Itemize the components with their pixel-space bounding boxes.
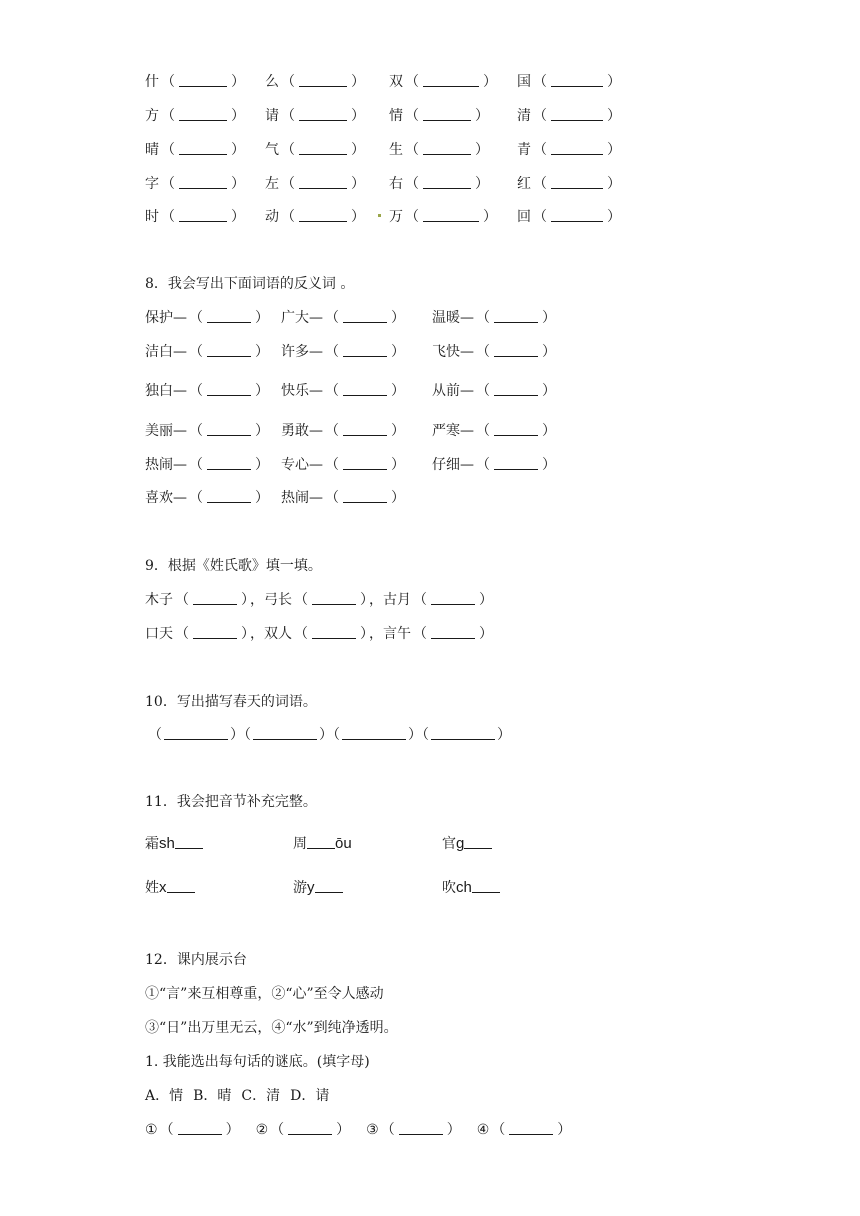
pinyin-part: x [159, 879, 167, 896]
paren-close: ） [319, 727, 333, 743]
paren-open: （ [422, 727, 429, 743]
answer-blank[interactable] [299, 73, 347, 87]
paren-open: （ [413, 626, 427, 642]
paren-close: ） [479, 626, 493, 642]
paren-close: ） [483, 74, 497, 90]
q7-item [517, 72, 623, 92]
q7-char: 青 [517, 142, 531, 158]
q12-options [145, 1086, 339, 1106]
paren-open: （ [405, 209, 419, 225]
q8-item [145, 342, 271, 362]
paren-open: （ [491, 1122, 506, 1138]
q9-separator: ， [369, 592, 383, 608]
answer-blank[interactable] [494, 422, 538, 436]
answer-blank[interactable] [207, 382, 251, 396]
paren-open: （ [380, 1122, 395, 1138]
answer-blank[interactable] [343, 489, 387, 503]
q9-word: 弓长 [264, 592, 292, 608]
paren-open: （ [533, 74, 547, 90]
paren-close: ） [255, 344, 269, 360]
q7-char: 双 [389, 74, 403, 90]
paren-open: （ [189, 457, 203, 473]
q8-word: 温暖— [432, 310, 474, 326]
q7-item [389, 72, 499, 92]
q8-item [145, 308, 271, 328]
q11-char: 官 [442, 836, 456, 852]
pinyin-part: ōu [335, 835, 352, 852]
paren-open: （ [175, 626, 189, 642]
q7-char: 万 [389, 209, 403, 225]
q7-item [389, 174, 491, 194]
q12-option-letter: D． [290, 1088, 316, 1104]
paren-open: （ [189, 310, 203, 326]
q12-answer [256, 1122, 353, 1138]
pinyin-part: y [307, 879, 315, 896]
paren-close: ） [231, 142, 245, 158]
paren-close: ） [483, 209, 497, 225]
answer-blank[interactable] [431, 591, 475, 605]
paren-open: （ [294, 592, 308, 608]
answer-blank[interactable] [179, 107, 227, 121]
paren-close: ） [475, 108, 489, 124]
answer-blank[interactable] [288, 1121, 332, 1135]
answer-blank[interactable] [193, 591, 237, 605]
paren-open: （ [161, 209, 175, 225]
paren-open: （ [533, 209, 547, 225]
paren-open: （ [476, 383, 490, 399]
paren-close: ） [542, 423, 556, 439]
paren-open: （ [294, 626, 308, 642]
paren-close: ） [231, 209, 245, 225]
paren-open: （ [325, 310, 339, 326]
pinyin-blank[interactable] [472, 879, 500, 893]
paren-open: （ [161, 108, 175, 124]
answer-blank[interactable] [343, 343, 387, 357]
paren-close: ） [497, 727, 511, 743]
paren-open: （ [175, 592, 189, 608]
q11-char: 游 [293, 880, 307, 896]
answer-blank[interactable] [207, 309, 251, 323]
paren-open: （ [405, 142, 419, 158]
q8-word: 热闹— [145, 457, 187, 473]
paren-open: （ [333, 727, 340, 743]
q7-char: 字 [145, 176, 159, 192]
paren-open: （ [148, 727, 162, 743]
answer-blank[interactable] [551, 175, 603, 189]
q12-option-letter: C． [241, 1088, 267, 1104]
q9-row [145, 590, 495, 610]
paren-open: （ [159, 1122, 174, 1138]
answer-blank[interactable] [551, 73, 603, 87]
q9-word: 双人 [264, 626, 292, 642]
q7-char: 方 [145, 108, 159, 124]
q11-title: 11．我会把音节补充完整。 [145, 794, 317, 810]
paren-close: ） [255, 490, 269, 506]
q7-item [265, 140, 367, 160]
q11-char: 霜 [145, 836, 159, 852]
q8-item [281, 488, 407, 508]
q7-char: 气 [265, 142, 279, 158]
q8-item [432, 308, 558, 328]
q8-item [145, 455, 271, 475]
paren-close: ） [255, 383, 269, 399]
q7-item [265, 174, 367, 194]
stray-dot [378, 214, 381, 217]
q12-answers [145, 1120, 587, 1140]
q12-line1: ①“言”来互相尊重，②“心”至令人感动 [145, 986, 384, 1002]
q7-item [517, 140, 623, 160]
q7-char: 生 [389, 142, 403, 158]
paren-close: ） [231, 74, 245, 90]
q8-word: 勇敢— [281, 423, 323, 439]
q8-item [145, 381, 271, 401]
q8-item [432, 455, 558, 475]
q12-option [193, 1088, 231, 1104]
q9-row [145, 624, 495, 644]
paren-open: （ [189, 344, 203, 360]
q10-title: 10．写出描写春天的词语。 [145, 694, 317, 710]
paren-close: ） [542, 383, 556, 399]
q7-item [145, 174, 247, 194]
q11-item [293, 878, 343, 898]
q7-item [389, 140, 491, 160]
answer-blank[interactable] [207, 422, 251, 436]
answer-blank[interactable] [343, 422, 387, 436]
q8-word: 专心— [281, 457, 323, 473]
q12-answer [477, 1122, 574, 1138]
q12-answer-num: ② [255, 1122, 269, 1138]
paren-open: （ [281, 142, 295, 158]
paren-close: ） [391, 490, 405, 506]
answer-blank[interactable] [494, 309, 538, 323]
answer-blank[interactable] [253, 726, 317, 740]
q8-item [281, 342, 407, 362]
pinyin-part: sh [159, 835, 175, 852]
paren-open: （ [476, 344, 490, 360]
q12-option [241, 1088, 280, 1104]
answer-blank[interactable] [551, 107, 603, 121]
q8-title: 8．我会写出下面词语的反义词 。 [145, 276, 355, 292]
paren-close: ） [391, 383, 405, 399]
q12-option-text: 清 [266, 1088, 281, 1104]
answer-blank[interactable] [207, 456, 251, 470]
paren-open: （ [281, 209, 295, 225]
q7-item [517, 207, 623, 227]
paren-close: ） [255, 423, 269, 439]
q12-option-text: 请 [315, 1088, 330, 1104]
q7-char: 动 [265, 209, 279, 225]
q7-item [389, 207, 499, 227]
paren-close: ） [336, 1122, 351, 1138]
q7-item [265, 207, 367, 227]
answer-blank[interactable] [312, 625, 356, 639]
answer-blank[interactable] [494, 382, 538, 396]
q12-title: 12．课内展示台 [145, 952, 247, 968]
answer-blank[interactable] [179, 208, 227, 222]
q9-title: 9．根据《姓氏歌》填一填。 [145, 558, 322, 574]
q7-item [145, 140, 247, 160]
answer-blank[interactable] [431, 726, 495, 740]
paren-open: （ [325, 490, 339, 506]
answer-blank[interactable] [179, 73, 227, 87]
answer-blank[interactable] [207, 343, 251, 357]
answer-blank[interactable] [423, 208, 479, 222]
answer-blank[interactable] [551, 208, 603, 222]
paren-open: （ [405, 176, 419, 192]
q9-separator: ， [369, 626, 383, 642]
paren-open: （ [270, 1122, 285, 1138]
paren-close: ） [542, 310, 556, 326]
paren-close: ） [475, 142, 489, 158]
q7-item [145, 207, 247, 227]
answer-blank[interactable] [299, 107, 347, 121]
paren-close: ） [230, 727, 244, 743]
q7-char: 国 [517, 74, 531, 90]
answer-blank[interactable] [399, 1121, 443, 1135]
q12-answer-num: ④ [476, 1122, 490, 1138]
q8-item [281, 455, 407, 475]
pinyin-blank[interactable] [307, 835, 335, 849]
q11-item [145, 834, 203, 854]
q8-item [432, 381, 558, 401]
q12-sub1: 1. 我能选出每句话的谜底。(填字母) [145, 1054, 370, 1070]
q8-word: 保护— [145, 310, 187, 326]
q11-item [293, 834, 352, 854]
paren-close: ） [479, 592, 493, 608]
answer-blank[interactable] [494, 456, 538, 470]
q11-char: 姓 [145, 880, 159, 896]
q8-item [281, 381, 407, 401]
q11-item [145, 878, 195, 898]
q12-answer [145, 1122, 242, 1138]
paren-open: （ [533, 176, 547, 192]
q7-char: 时 [145, 209, 159, 225]
q8-item [145, 488, 271, 508]
answer-blank[interactable] [551, 141, 603, 155]
answer-blank[interactable] [299, 141, 347, 155]
paren-close: ） [225, 1122, 240, 1138]
paren-open: （ [161, 176, 175, 192]
q12-option-letter: A． [145, 1088, 170, 1104]
paren-close: ） [360, 592, 367, 608]
q7-item [389, 106, 491, 126]
answer-blank[interactable] [342, 726, 406, 740]
answer-blank[interactable] [343, 382, 387, 396]
q9-separator: ， [250, 592, 264, 608]
paren-open: （ [281, 74, 295, 90]
q7-char: 右 [389, 176, 403, 192]
paren-open: （ [189, 490, 203, 506]
paren-close: ） [542, 457, 556, 473]
paren-close: ） [351, 176, 365, 192]
q7-char: 清 [517, 108, 531, 124]
paren-close: ） [351, 74, 365, 90]
pinyin-part: ch [456, 879, 472, 896]
answer-blank[interactable] [343, 456, 387, 470]
paren-close: ） [360, 626, 367, 642]
paren-close: ） [351, 142, 365, 158]
paren-close: ） [351, 209, 365, 225]
paren-close: ） [391, 310, 405, 326]
q8-word: 仔细— [432, 457, 474, 473]
q8-item [145, 421, 271, 441]
paren-open: （ [244, 727, 251, 743]
q9-word: 言午 [383, 626, 411, 642]
q7-item [517, 106, 623, 126]
paren-open: （ [405, 74, 419, 90]
q8-item [432, 421, 558, 441]
answer-blank[interactable] [179, 141, 227, 155]
paren-open: （ [325, 457, 339, 473]
paren-open: （ [325, 383, 339, 399]
paren-close: ） [446, 1122, 461, 1138]
q12-option-text: 晴 [217, 1088, 232, 1104]
paren-open: （ [476, 310, 490, 326]
answer-blank[interactable] [178, 1121, 222, 1135]
q7-char: 么 [265, 74, 279, 90]
paren-close: ） [351, 108, 365, 124]
paren-open: （ [325, 423, 339, 439]
paren-close: ） [231, 176, 245, 192]
paren-open: （ [281, 108, 295, 124]
q12-option [290, 1088, 329, 1104]
q8-word: 独白— [145, 383, 187, 399]
paren-open: （ [533, 142, 547, 158]
answer-blank[interactable] [423, 107, 471, 121]
q8-word: 飞快— [432, 344, 474, 360]
answer-blank[interactable] [494, 343, 538, 357]
paren-close: ） [255, 310, 269, 326]
answer-blank[interactable] [423, 175, 471, 189]
answer-blank[interactable] [179, 175, 227, 189]
q11-item [442, 878, 500, 898]
paren-open: （ [189, 383, 203, 399]
paren-close: ） [607, 176, 621, 192]
answer-blank[interactable] [164, 726, 228, 740]
paren-close: ） [391, 344, 405, 360]
pinyin-part: g [456, 835, 465, 852]
answer-blank[interactable] [343, 309, 387, 323]
q7-char: 情 [389, 108, 403, 124]
q8-item [281, 308, 407, 328]
answer-blank[interactable] [312, 591, 356, 605]
answer-blank[interactable] [299, 208, 347, 222]
paren-open: （ [161, 142, 175, 158]
q12-option [145, 1088, 183, 1104]
paren-open: （ [325, 344, 339, 360]
q12-answer-num: ① [145, 1122, 158, 1138]
paren-close: ） [475, 176, 489, 192]
paren-close: ） [408, 727, 422, 743]
q8-word: 喜欢— [145, 490, 187, 506]
paren-open: （ [189, 423, 203, 439]
q9-word: 口天 [145, 626, 173, 642]
q12-answer [366, 1122, 463, 1138]
q8-word: 严寒— [432, 423, 474, 439]
paren-close: ） [391, 457, 405, 473]
pinyin-blank[interactable] [167, 879, 195, 893]
paren-open: （ [476, 423, 490, 439]
q8-word: 美丽— [145, 423, 187, 439]
q11-char: 周 [293, 836, 307, 852]
q11-char: 吹 [442, 880, 456, 896]
q8-word: 广大— [281, 310, 323, 326]
paren-close: ） [557, 1122, 572, 1138]
q8-word: 洁白— [145, 344, 187, 360]
paren-open: （ [161, 74, 175, 90]
q10-blanks [148, 725, 511, 745]
q7-char: 晴 [145, 142, 159, 158]
q7-item [265, 106, 367, 126]
paren-close: ） [607, 209, 621, 225]
q7-char: 什 [145, 74, 159, 90]
answer-blank[interactable] [193, 625, 237, 639]
pinyin-blank[interactable] [175, 835, 203, 849]
paren-close: ） [607, 74, 621, 90]
q12-option-letter: B． [193, 1088, 218, 1104]
paren-open: （ [413, 592, 427, 608]
q8-word: 快乐— [281, 383, 323, 399]
q7-item [145, 72, 247, 92]
paren-open: （ [476, 457, 490, 473]
pinyin-blank[interactable] [464, 835, 492, 849]
q9-separator: ， [250, 626, 264, 642]
q7-char: 请 [265, 108, 279, 124]
q7-item [517, 174, 623, 194]
paren-open: （ [281, 176, 295, 192]
answer-blank[interactable] [509, 1121, 553, 1135]
q7-char: 左 [265, 176, 279, 192]
q8-item [432, 342, 558, 362]
paren-close: ） [241, 626, 248, 642]
pinyin-blank[interactable] [315, 879, 343, 893]
q8-word: 热闹— [281, 490, 323, 506]
q12-answer-num: ③ [366, 1122, 379, 1138]
answer-blank[interactable] [299, 175, 347, 189]
q7-char: 回 [517, 209, 531, 225]
paren-close: ） [241, 592, 248, 608]
answer-blank[interactable] [431, 625, 475, 639]
answer-blank[interactable] [207, 489, 251, 503]
q12-option-text: 情 [169, 1088, 184, 1104]
q8-word: 从前— [432, 383, 474, 399]
q7-item [265, 72, 367, 92]
answer-blank[interactable] [423, 141, 471, 155]
paren-close: ） [542, 344, 556, 360]
paren-open: （ [533, 108, 547, 124]
q8-word: 许多— [281, 344, 323, 360]
q7-char: 红 [517, 176, 531, 192]
paren-open: （ [405, 108, 419, 124]
paren-close: ） [231, 108, 245, 124]
paren-close: ） [607, 142, 621, 158]
q8-item [281, 421, 407, 441]
q9-word: 木子 [145, 592, 173, 608]
q7-item [145, 106, 247, 126]
answer-blank[interactable] [423, 73, 479, 87]
paren-close: ） [391, 423, 405, 439]
paren-close: ） [255, 457, 269, 473]
paren-close: ） [607, 108, 621, 124]
q9-word: 古月 [383, 592, 411, 608]
q12-line2: ③“日”出万里无云，④“水”到纯净透明。 [145, 1020, 398, 1036]
q11-item [442, 834, 492, 854]
